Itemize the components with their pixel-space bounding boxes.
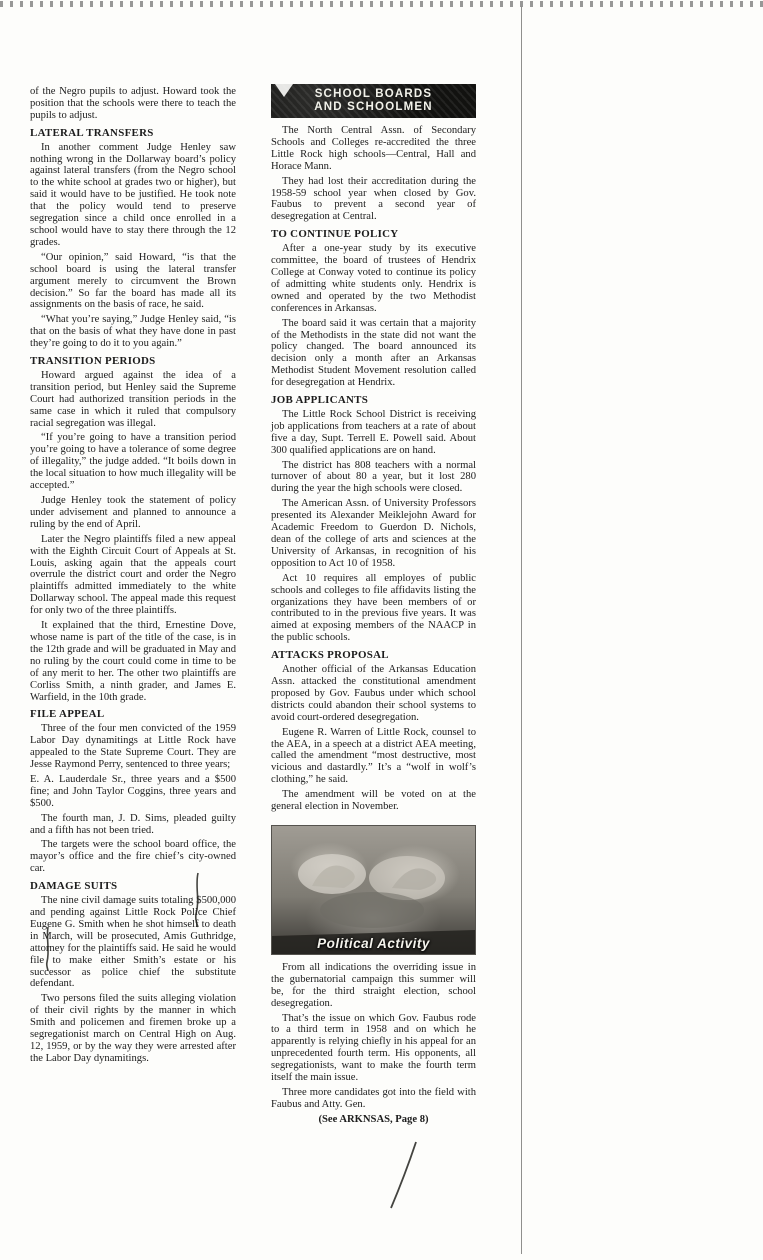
section-heading: DAMAGE SUITS (30, 880, 118, 893)
article-paragraph: The North Central Assn. of Secondary Schools and Colleges re-accredited the three Little Rock high schools—Central, Hall and Horace Mann. (271, 125, 476, 172)
article-paragraph: E. A. Lauderdale Sr., three years and a $500 fine; and John Taylor Coggins, three years and $500. (30, 773, 236, 809)
right-column-lower-text (271, 962, 476, 1126)
left-article-column (30, 86, 236, 1068)
article-paragraph: They had lost their accreditation during the 1958-59 school year when closed by Gov. Faubus to prevent a second year of desegregation at Central. (271, 175, 476, 223)
article-paragraph: That’s the issue on which Gov. Faubus rode to a third term in 1958 and on which he apparently is relying chiefly in his appeal for an unprecedented fourth term. His opponents, all segregationists, want to make the fourth term itself the main issue. (271, 1012, 476, 1084)
continuation-reference: (See ARKNSAS, Page 8) (318, 1113, 429, 1125)
article-paragraph: The American Assn. of University Professors presented its Alexander Meiklejohn Award for Academic Freedom to Guerdon D. Nichols, dean of the college of arts and sciences at the University of Arkansas, in recognition of his opposition to Act 10 of 1958. (271, 498, 476, 569)
film-edge-perforations (0, 1, 763, 7)
article-paragraph: “Our opinion,” said Howard, “is that the school board is using the lateral transfer argument merely to circumvent the Brown decision.” So far the board has made all its assignments on the basis of race, he said. (30, 251, 236, 311)
article-paragraph: “What you’re saying,” Judge Henley said, “is that on the basis of what they have done in past they’re going to do it to you again.” (30, 314, 236, 350)
article-paragraph: It explained that the third, Ernestine Dove, whose name is part of the title of the case, is in the 12th grade and will be graduated in May and no ruling by the court could come in time to be of any merit to her. The other two plaintiffs are Corliss Smith, a ninth grader, and James E. Warfield, in the 10th grade. (30, 620, 236, 703)
article-paragraph: The Little Rock School District is receiving job applications from teachers at a rate of about five a day, Supt. Terrell E. Powell said. About 300 qualified applications are on hand. (271, 408, 476, 456)
banner-line-1: SCHOOL BOARDS (314, 88, 433, 100)
political-activity-cartoon (271, 825, 476, 955)
article-paragraph: “If you’re going to have a transition period you’re going to have a tolerance of some degree of illegality,” the judge added. “It boils down in the local situation to how much illegality will be accepted.” (30, 432, 236, 492)
section-heading: JOB APPLICANTS (271, 394, 369, 407)
article-paragraph: Three of the four men convicted of the 1959 Labor Day dynamitings at Little Rock have appealed to the State Supreme Court. They are Jesse Raymond Perry, sentenced to three years; (30, 723, 236, 771)
article-paragraph: Act 10 requires all employes of public schools and colleges to file affidavits listing the organizations they have been members of or contributed to in the previous five years. It was aimed at exposing members of the NAACP in the public schools. (271, 572, 476, 644)
article-paragraph: Eugene R. Warren of Little Rock, counsel to the AEA, in a speech at a district AEA meeting, called the amendment “most destructive, most vicious and dastardly.” It’s a “wolf in wolf’s clothing,” he said. (271, 726, 476, 786)
article-paragraph: From all indications the overriding issue in the gubernatorial campaign this summer will be, for the third straight election, school desegregation. (271, 961, 476, 1009)
pen-mark-slash (386, 1140, 420, 1210)
section-banner-school-boards (271, 84, 476, 118)
article-paragraph: In another comment Judge Henley saw nothing wrong in the Dollarway board’s policy against lateral transfers (from the Negro school to the white school at grades two or higher), but said it would have to be justified. He took note that the policy would tend to preserve segregation since a child once enrolled in a school would have to stay there through the 12 grades. (30, 141, 236, 248)
section-heading: FILE APPEAL (30, 708, 105, 721)
column-rule-vertical (521, 6, 522, 1254)
article-paragraph: The board said it was certain that a majority of the Methodists in the state did not want the policy changed. The board announced its decision only a month after an Arkansas Methodist Student Movement resolution called for desegregation at Hendrix. (271, 317, 476, 389)
cartoon-illustration (272, 826, 475, 954)
article-paragraph: of the Negro pupils to adjust. Howard took the position that the schools were there to teach the pupils to adjust. (30, 86, 236, 121)
section-heading: TO CONTINUE POLICY (271, 228, 399, 241)
section-heading: ATTACKS PROPOSAL (271, 649, 389, 662)
article-paragraph: After a one-year study by its executive committee, the board of trustees of Hendrix College at Conway voted to continue its policy of admitting white students only. Hendrix is owned and operated by the two Methodist conferences in Arkansas. (271, 243, 476, 314)
article-paragraph: The targets were the school board office, the mayor’s office and the fire chief’s city-owned car. (30, 839, 236, 875)
article-paragraph: Judge Henley took the statement of policy under advisement and planned to announce a ruling by the end of April. (30, 495, 236, 530)
section-heading: TRANSITION PERIODS (30, 355, 156, 368)
article-paragraph: Howard argued against the idea of a transition period, but Henley said the Supreme Court had authorized transition periods in the same case in which it ruled that compulsory racial segregation was illegal. (30, 369, 236, 429)
article-paragraph: Three more candidates got into the field with Faubus and Atty. Gen. (271, 1087, 476, 1110)
article-paragraph: Later the Negro plaintiffs filed a new appeal with the Eighth Circuit Court of Appeals at St. Louis, asking again that the appeals court overrule the district court and order the Negro plaintiffs admitted immediately to the white Dollarway school. The appeal made this request for only two of the three plaintiffs. (30, 533, 236, 617)
article-paragraph: The nine civil damage suits totaling $500,000 and pending against Little Rock Police Chief Eugene G. Smith when he shot himself to death in March, will be prosecuted, Amis Guthridge, attorney for the plaintiffs said. He said he would file to make either Smith’s estate or his successor as police chief the substitute defendant. (30, 895, 236, 990)
cartoon-caption: Political Activity (317, 936, 430, 952)
article-paragraph: Two persons filed the suits alleging violation of their civil rights by the manner in which Smith and policemen and firemen broke up a segregationist march on Central High on Aug. 12, 1959, or by the way they were arrested after the Labor Day dynamitings. (30, 993, 236, 1064)
article-paragraph: The amendment will be voted on at the general election in November. (271, 789, 476, 813)
right-article-column (271, 84, 476, 1126)
article-paragraph: Another official of the Arkansas Education Assn. attacked the constitutional amendment proposed by Gov. Faubus under which school districts could abandon their school systems to avoid court-ordered desegregation. (271, 664, 476, 723)
banner-line-2: AND SCHOOLMEN (314, 101, 433, 113)
right-column-upper-text (271, 125, 476, 813)
section-heading: LATERAL TRANSFERS (30, 126, 154, 139)
article-paragraph: The fourth man, J. D. Sims, pleaded guilty and a fifth has not been tried. (30, 812, 236, 836)
article-paragraph: The district has 808 teachers with a normal turnover of about 80 a year, but it lost 280 during the year the high schools were closed. (271, 459, 476, 495)
